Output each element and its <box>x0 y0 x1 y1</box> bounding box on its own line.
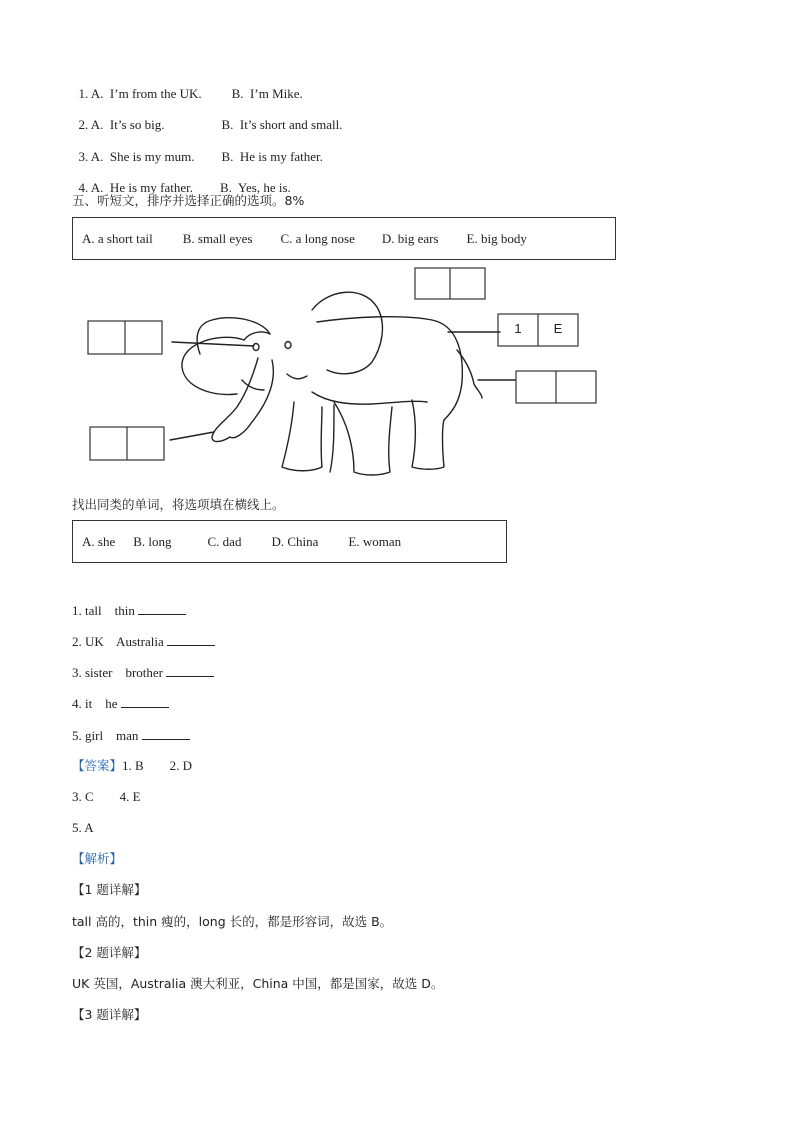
category-item-4 <box>72 694 169 713</box>
detail1-title: 【1 题详解】 <box>72 882 147 897</box>
answers-line-3: 5. A <box>72 820 94 835</box>
option-c: C. a long nose <box>280 230 355 246</box>
detail2-title: 【2 题详解】 <box>72 945 147 960</box>
answer-blank[interactable] <box>142 726 190 740</box>
answer-blank[interactable] <box>166 663 214 677</box>
item-number: 4. <box>78 180 89 195</box>
analysis-tag: 【解析】 <box>72 851 123 866</box>
item-label: 4. it he <box>72 696 118 711</box>
option-b: B. I’m Mike. <box>231 86 303 101</box>
answer-tag: 【答案】 <box>72 758 123 773</box>
filled-box-left-value: 1 <box>514 321 522 336</box>
option-b: B. small eyes <box>182 230 253 246</box>
category-item-3 <box>72 663 214 682</box>
answer-blank[interactable] <box>138 601 186 615</box>
option-b: B. He is my father. <box>221 149 323 164</box>
answers-line-2: 3. C 4. E <box>72 789 141 804</box>
detail3-title: 【3 题详解】 <box>72 1007 147 1022</box>
option-c: C. dad <box>207 533 242 549</box>
option-a: A. It’s so big. <box>90 117 165 132</box>
category-title: 找出同类的单词，将选项填在横线上。 <box>72 497 285 512</box>
option-a: A. I’m from the UK. <box>90 86 202 101</box>
option-a: A. a short tail <box>82 230 153 246</box>
section5-title: 五、听短文，排序并选择正确的选项。8% <box>72 193 305 208</box>
item-number: 1. <box>78 86 89 101</box>
option-a: A. She is my mum. <box>90 149 195 164</box>
item-label: 3. sister brother <box>72 665 163 680</box>
option-e: E. woman <box>348 533 402 549</box>
item-label: 1. tall thin <box>72 603 135 618</box>
category-options-box <box>72 520 507 563</box>
option-a: A. she <box>82 533 116 549</box>
answers-text: 1. B 2. D <box>122 758 193 773</box>
option-b: B. long <box>133 533 172 549</box>
answer-blank[interactable] <box>167 632 215 646</box>
option-a: A. He is my father. <box>90 180 193 195</box>
detail1-text: tall 高的，thin 瘦的，long 长的，都是形容词，故选 B。 <box>72 914 393 929</box>
option-d: D. China <box>271 533 319 549</box>
option-b: B. It’s short and small. <box>221 117 343 132</box>
item-label: 2. UK Australia <box>72 634 164 649</box>
category-item-1 <box>72 601 186 620</box>
item-number: 2. <box>78 117 89 132</box>
filled-box-right-value: E <box>553 321 563 336</box>
item-number: 3. <box>78 149 89 164</box>
answer-blank[interactable] <box>121 694 169 708</box>
item-label: 5. girl man <box>72 728 139 743</box>
option-b: B. Yes, he is. <box>219 180 291 195</box>
category-item-5 <box>72 726 190 745</box>
option-d: D. big ears <box>381 230 439 246</box>
category-item-2 <box>72 632 215 651</box>
detail2-text: UK 英国，Australia 澳大利亚，China 中国，都是国家，故选 D。 <box>72 976 444 991</box>
answers-line-1 <box>72 757 192 775</box>
option-e: E. big body <box>466 230 527 246</box>
